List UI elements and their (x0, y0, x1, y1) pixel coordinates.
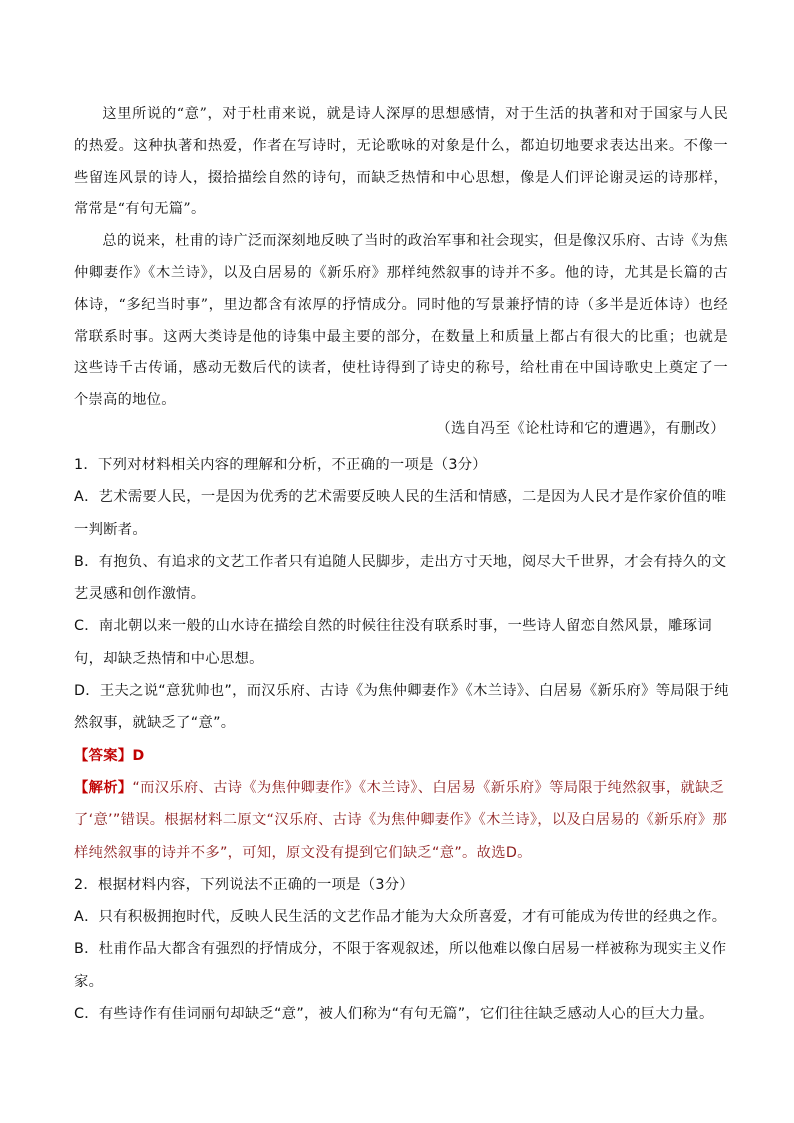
question-1-option-c: C．南北朝以来一般的山水诗在描绘自然的时候往往没有联系时事，一些诗人留恋自然风景，雕琢词句，却缺乏热情和中心思想。 (74, 618, 712, 667)
answer-value: D (132, 747, 145, 764)
question-1-answer (74, 740, 730, 772)
questions-section (74, 449, 730, 1030)
question-2-option-a: A．只有积极拥抱时代，反映人民生活的文艺作品才能为大众所喜爱，才有可能成为传世的经典之作。 (74, 909, 727, 926)
question-2-option-c: C．有些诗作有佳词丽句却缺乏“意”，被人们称为“有句无篇”，它们往往缺乏感动人心的巨大力量。 (74, 1006, 714, 1023)
question-1-option-a: A．艺术需要人民，一是因为优秀的艺术需要反映人民的生活和情感，二是因为人民才是作家价值的唯一判断者。 (74, 489, 727, 538)
question-2-stem: 2．根据材料内容，下列说法不正确的一项是（3分） (74, 876, 414, 893)
analysis-label: 【解析】 (74, 779, 133, 796)
passage-paragraph-2: 总的说来，杜甫的诗广泛而深刻地反映了当时的政治军事和社会现实，但是像汉乐府、古诗《为焦仲卿妻作》《木兰诗》，以及白居易的《新乐府》那样纯然叙事的诗并不多。他的诗，尤其是长篇的古体诗，“多纪当时事”，里边都含有浓厚的抒情成分。同时他的写景兼抒情的诗（多半是近体诗）也经常联系时事。这两大类诗是他的诗集中最主要的部分，在数量上和质量上都占有很大的比重；也就是这些诗千古传诵，感动无数后代的读者，使杜诗得到了诗史的称号，给杜甫在中国诗歌史上奠定了一个崇高的地位。 (74, 233, 728, 409)
answer-label: 【答案】 (74, 747, 133, 764)
passage-paragraph-1: 这里所说的“意”，对于杜甫来说，就是诗人深厚的思想感情，对于生活的执著和对于国家与人民的热爱。这种执著和热爱，作者在写诗时，无论歌咏的对象是什么，都迫切地要求表达出来。不像一些留连风景的诗人，掇拾描绘自然的诗句，而缺乏热情和中心思想，像是人们评论谢灵运的诗那样，常常是“有句无篇”。 (74, 106, 728, 218)
question-1-analysis (74, 772, 730, 869)
question-1-option-b: B．有抱负、有追求的文艺工作者只有追随人民脚步，走出方寸天地，阅尽大千世界，才会有持久的文艺灵感和创作激情。 (74, 553, 727, 603)
analysis-text: “而汉乐府、古诗《为焦仲卿妻作》《木兰诗》、白居易《新乐府》等局限于纯然叙事，就缺乏了‘意’”错误。根据材料二原文“汉乐府、古诗《为焦仲卿妻作》《木兰诗》，以及白居易的《新乐府》那样纯然叙事的诗并不多”，可知，原文没有提到它们缺乏“意”。故选D。 (74, 779, 728, 861)
question-2-option-b: B．杜甫作品大都含有强烈的抒情成分，不限于客观叙述，所以他难以像白居易一样被称为现实主义作家。 (74, 941, 727, 990)
question-1-stem: 1．下列对材料相关内容的理解和分析，不正确的一项是（3分） (74, 457, 487, 473)
reading-passage (74, 99, 728, 417)
question-1-option-d: D．王夫之说“意犹帅也”，而汉乐府、古诗《为焦仲卿妻作》《木兰诗》、白居易《新乐府》等局限于纯然叙事，就缺乏了“意”。 (74, 683, 729, 732)
passage-source: （选自冯至《论杜诗和它的遭遇》，有删改） (436, 421, 725, 437)
